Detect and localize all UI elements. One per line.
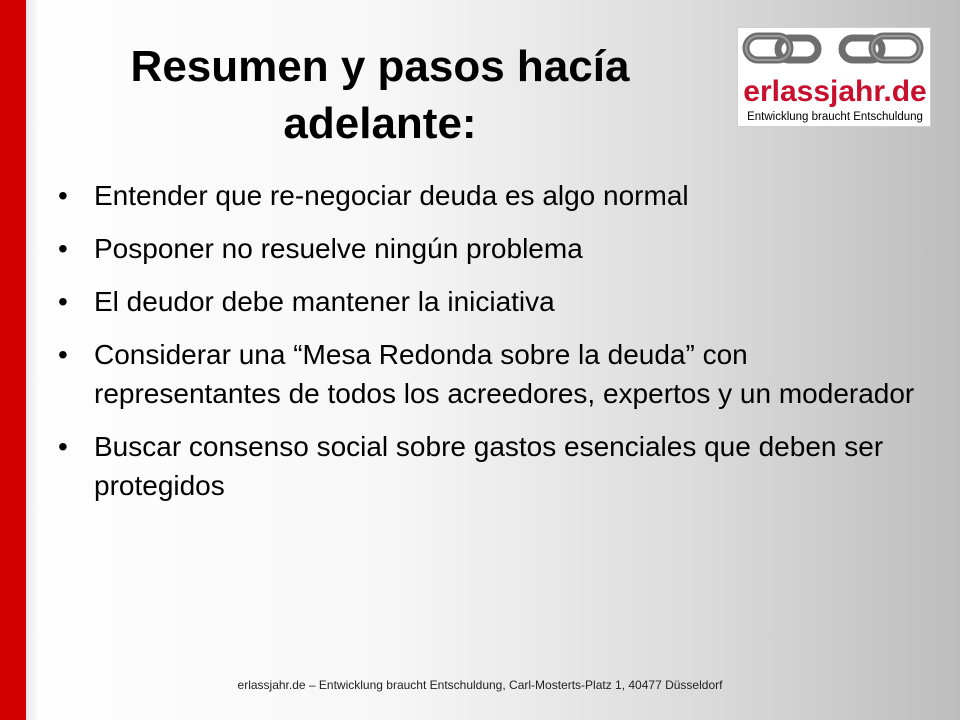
bullet-icon: • bbox=[58, 286, 68, 317]
bullet-item bbox=[58, 335, 918, 413]
bullet-icon: • bbox=[58, 431, 68, 462]
bullet-item bbox=[58, 229, 918, 268]
bullet-icon: • bbox=[58, 180, 68, 211]
left-accent-bar bbox=[0, 0, 26, 720]
bullet-text: El deudor debe mantener la iniciativa bbox=[94, 286, 555, 317]
slide-footer: erlassjahr.de – Entwicklung braucht Entschuldung, Carl-Mosterts-Platz 1, 40477 Düsseldorf bbox=[237, 678, 723, 692]
bullet-text: Entender que re-negociar deuda es algo normal bbox=[94, 180, 689, 211]
logo-name: erlassjahr.de bbox=[743, 75, 927, 108]
bullet-list bbox=[58, 176, 918, 519]
bullet-item bbox=[58, 282, 918, 321]
bullet-item bbox=[58, 176, 918, 215]
left-bar-edge bbox=[26, 0, 40, 720]
bullet-text: Considerar una “Mesa Redonda sobre la deuda” con representantes de todos los acreedores, expertos y un moderador bbox=[94, 339, 915, 409]
erlassjahr-logo bbox=[737, 27, 931, 127]
bullet-icon: • bbox=[58, 339, 68, 370]
bullet-text: Buscar consenso social sobre gastos esenciales que deben ser protegidos bbox=[94, 431, 884, 501]
bullet-icon: • bbox=[58, 233, 68, 264]
bullet-item bbox=[58, 427, 918, 505]
broken-chain-icon bbox=[738, 28, 932, 128]
slide-title: Resumen y pasos hacía adelante: bbox=[130, 42, 630, 148]
logo-tagline: Entwicklung braucht Entschuldung bbox=[747, 111, 923, 123]
bullet-text: Posponer no resuelve ningún problema bbox=[94, 233, 583, 264]
